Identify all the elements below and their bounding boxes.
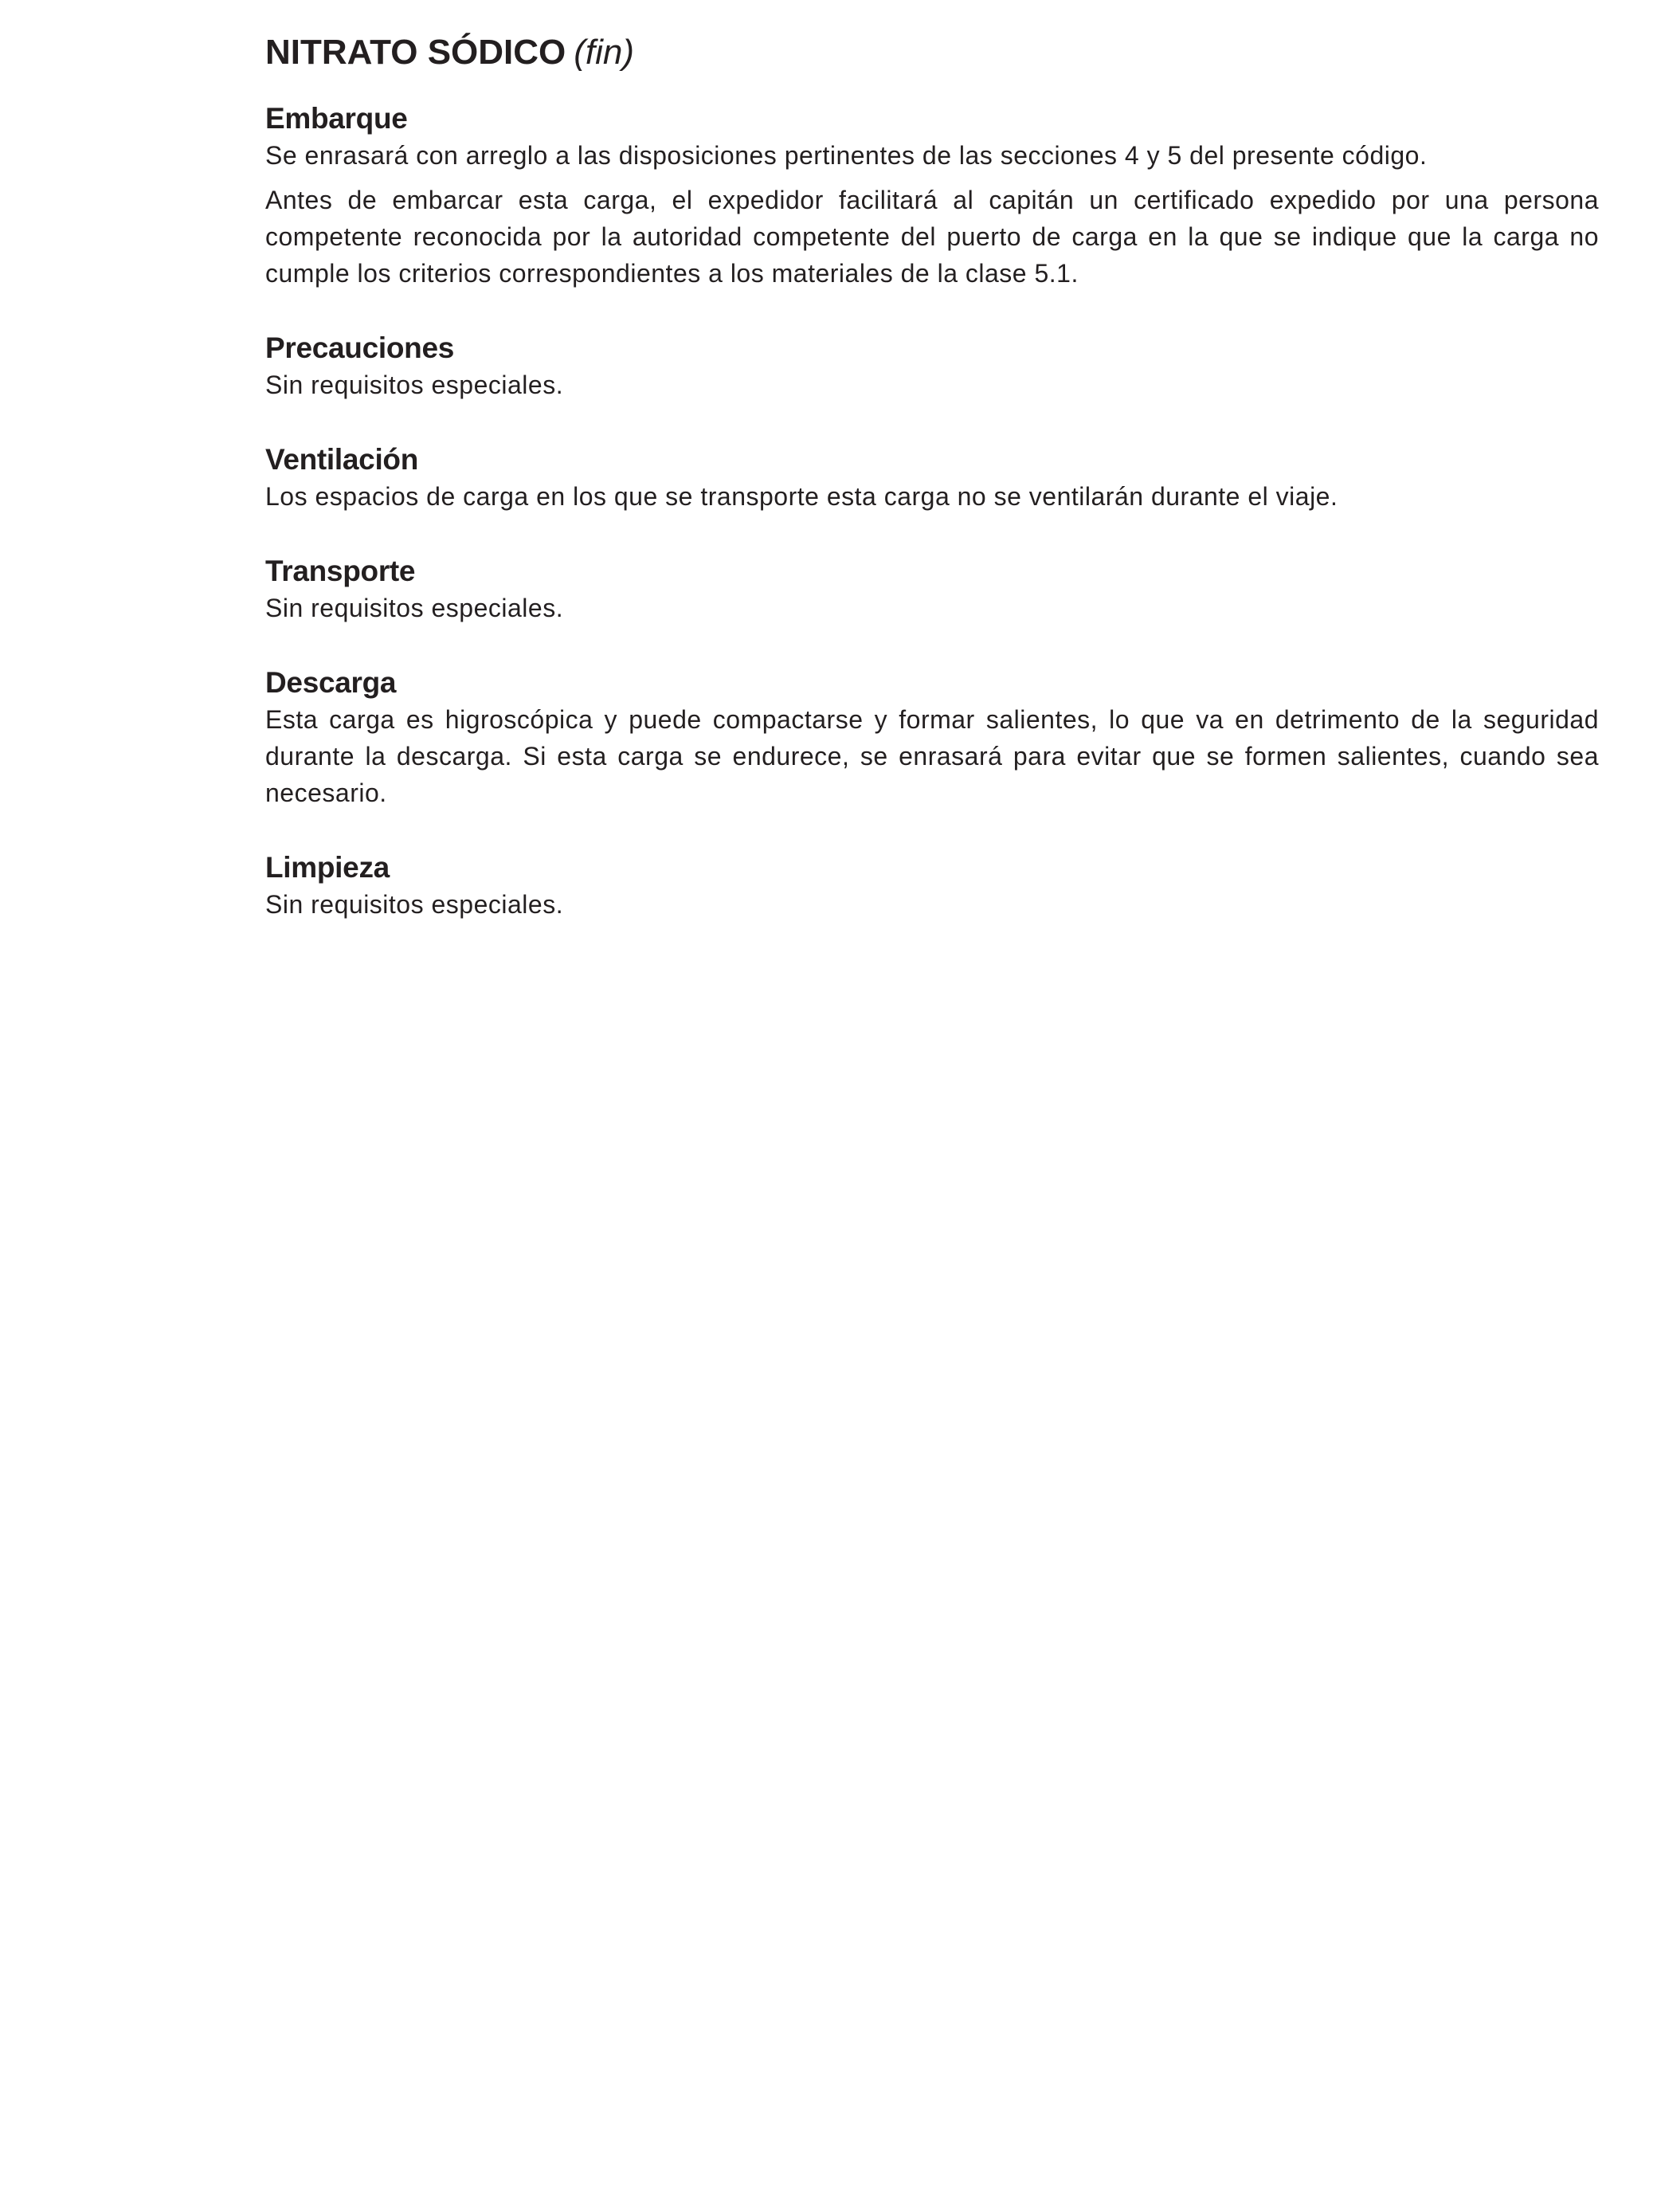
- section-limpieza: [265, 849, 1599, 923]
- section-heading: Embarque: [265, 102, 408, 135]
- title-text: NITRATO SÓDICO: [265, 33, 566, 72]
- section-paragraph: Sin requisitos especiales.: [265, 371, 564, 399]
- section-paragraph: Esta carga es higroscópica y puede compactarse y formar salientes, lo que va en detrimento de la seguridad durante la descarga. Si esta carga se endurece, se enrasará para evitar que se formen salientes, cuando sea necesario.: [265, 705, 1599, 807]
- section-descarga: [265, 665, 1599, 811]
- section-paragraph: Se enrasará con arreglo a las disposiciones pertinentes de las secciones 4 y 5 del presente código.: [265, 141, 1428, 170]
- section-paragraph: Antes de embarcar esta carga, el expedidor facilitará al capitán un certificado expedido por una persona competente reconocida por la autoridad competente del puerto de carga en la que se indique que la carga no cumple los criterios correspondientes a los materiales de la clase 5.1.: [265, 186, 1599, 288]
- section-heading: Descarga: [265, 666, 397, 699]
- section-transporte: [265, 553, 1599, 626]
- section-heading: Precauciones: [265, 331, 455, 364]
- section-heading: Transporte: [265, 555, 416, 587]
- section-precauciones: [265, 330, 1599, 403]
- section-paragraph: Sin requisitos especiales.: [265, 890, 564, 919]
- section-embarque: [265, 100, 1599, 292]
- title-continuation-suffix: (fin): [574, 33, 635, 72]
- section-ventilacion: [265, 441, 1599, 515]
- page-title: [265, 30, 1599, 75]
- section-paragraph: Sin requisitos especiales.: [265, 594, 564, 622]
- section-heading: Ventilación: [265, 443, 419, 476]
- section-paragraph: Los espacios de carga en los que se transporte esta carga no se ventilarán durante el viaje.: [265, 482, 1338, 511]
- document-page: [265, 30, 1599, 923]
- section-heading: Limpieza: [265, 851, 390, 884]
